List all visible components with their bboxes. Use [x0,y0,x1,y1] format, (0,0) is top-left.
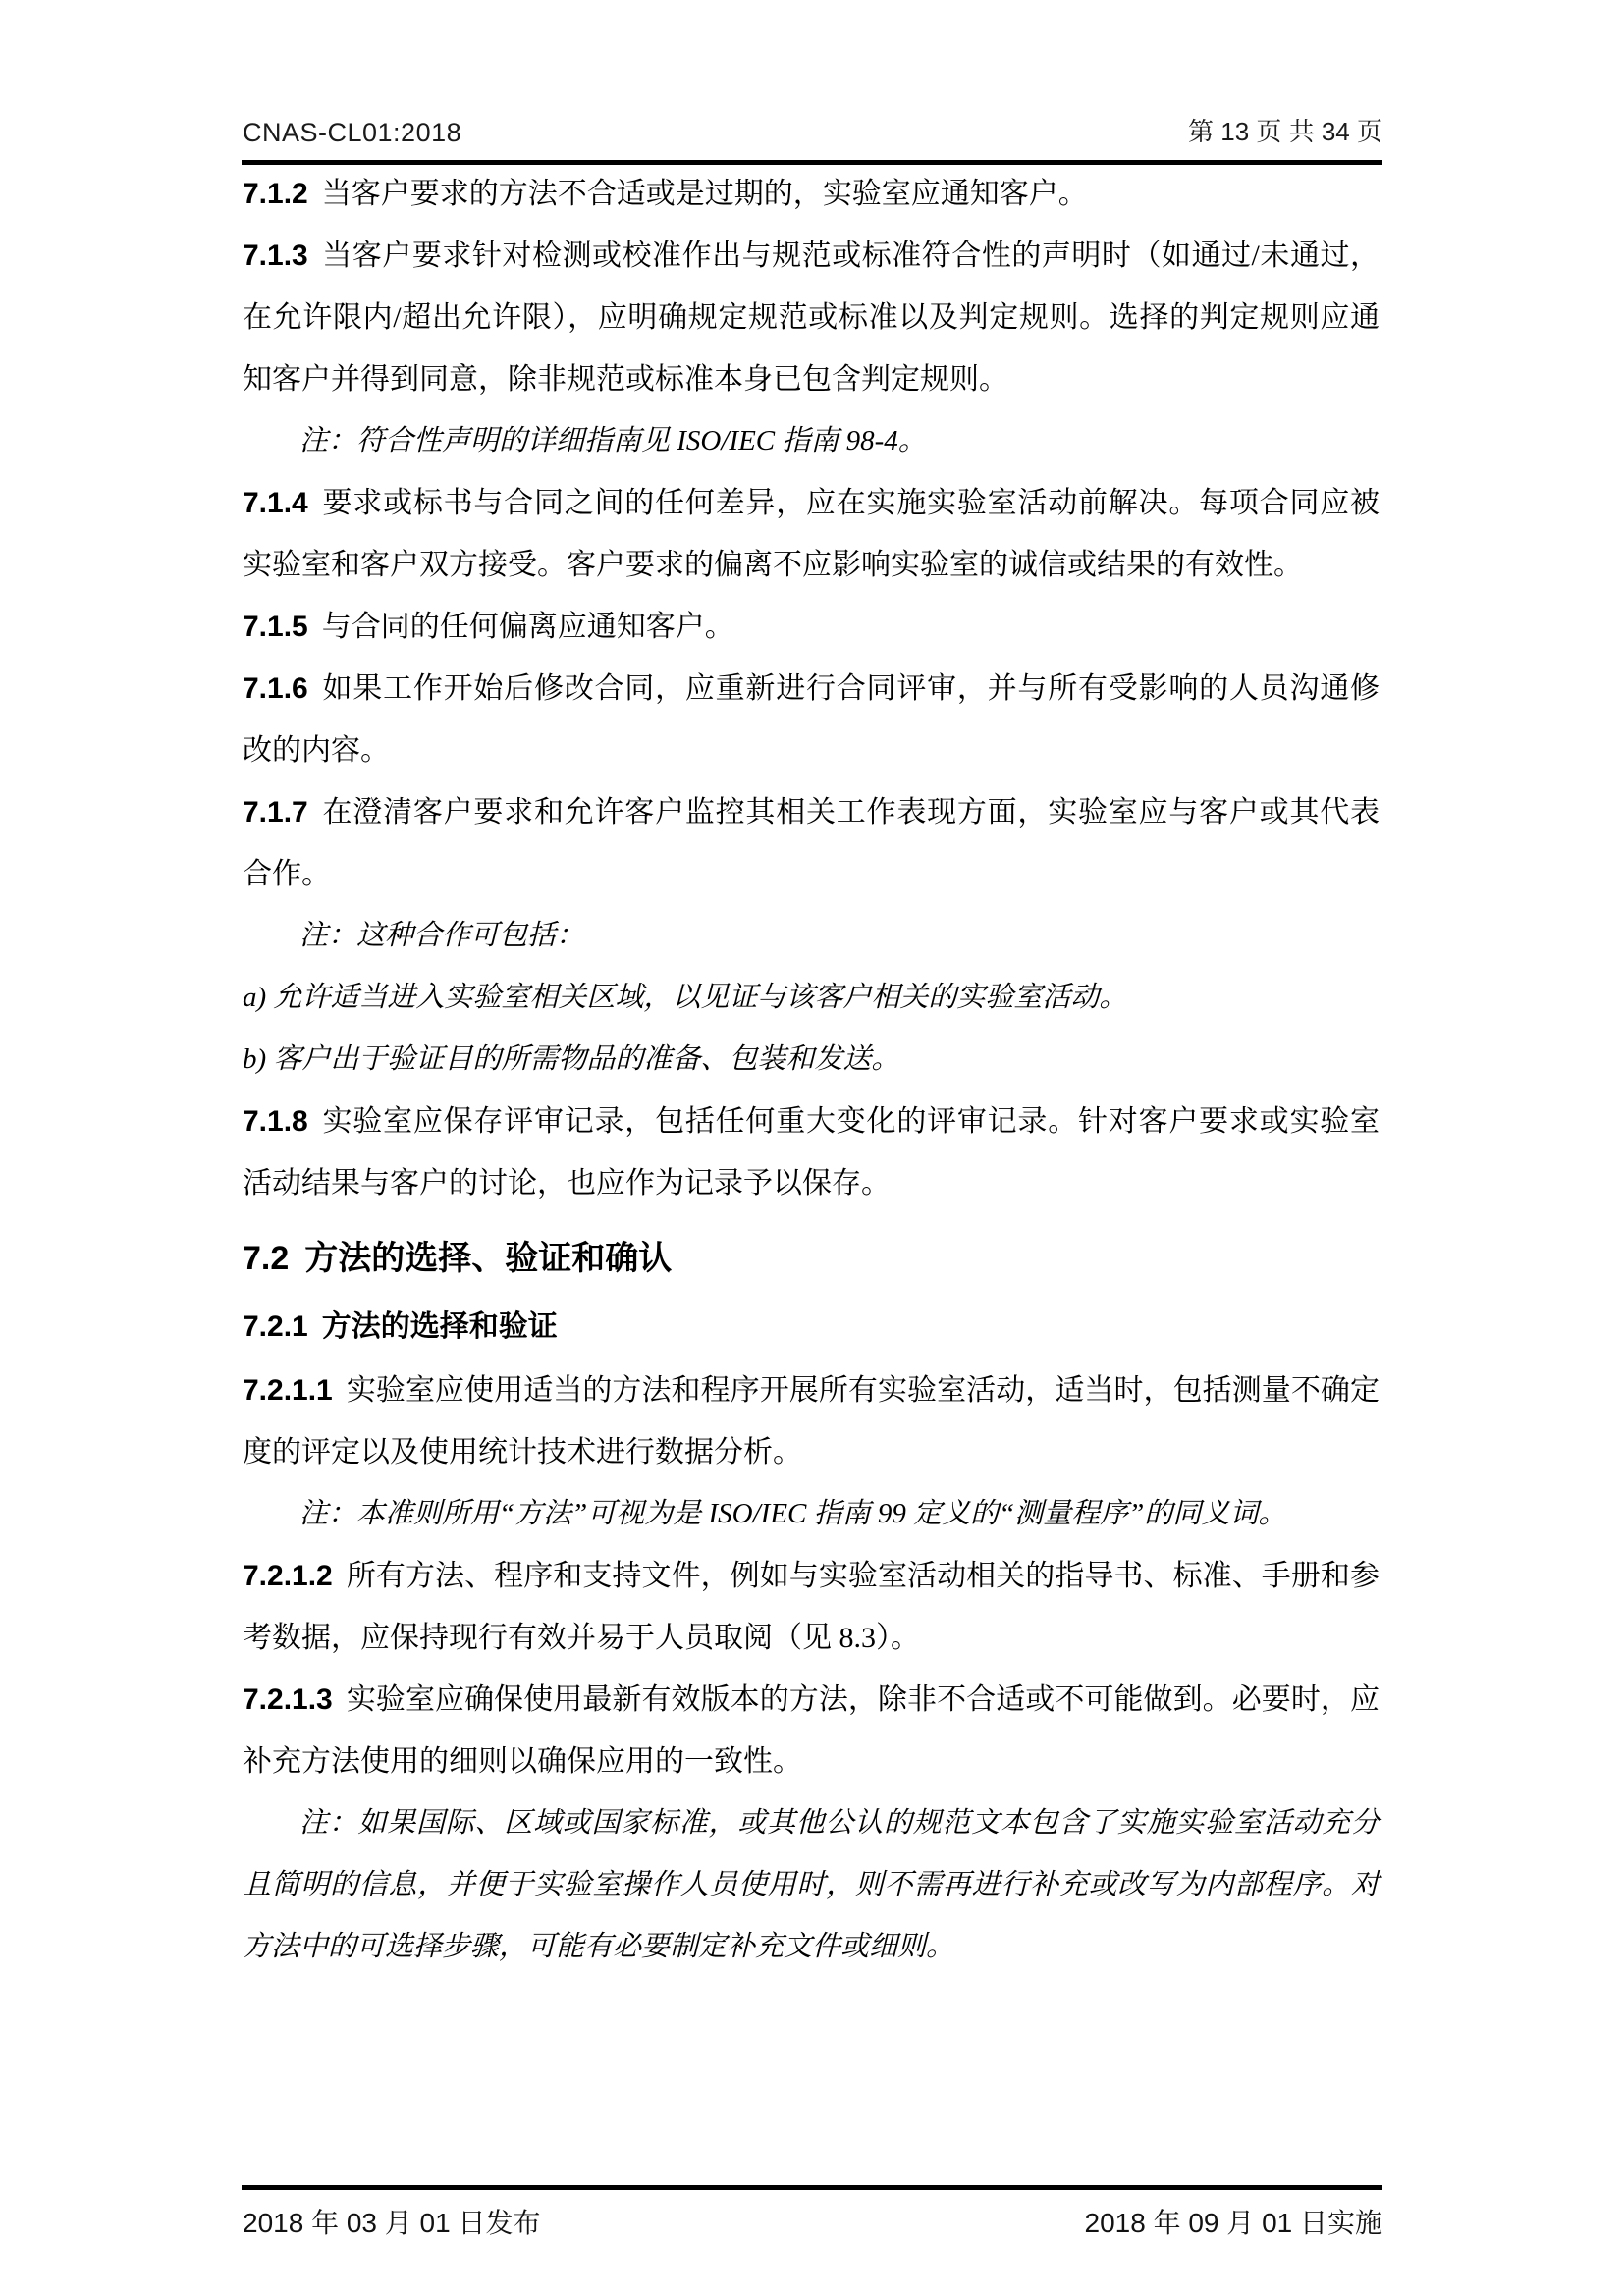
clause-7-1-6 [243,658,1380,781]
note-7-1-3: 注：符合性声明的详细指南见 ISO/IEC 指南 98-4。 [299,425,927,456]
document-code: CNAS-CL01:2018 [243,118,462,147]
clause-number: 7.2.1.1 [243,1374,333,1407]
section-heading-7-2-1 [243,1296,1380,1358]
clause-text: 在澄清客户要求和允许客户监控其相关工作表现方面，实验室应与客户或其代表合作。 [243,796,1380,890]
clause-number: 7.1.5 [243,611,308,643]
heading-number: 7.2 [243,1240,290,1277]
note-list-item-a: a) 允许适当进入实验室相关区域，以见证与该客户相关的实验室活动。 [243,982,1128,1013]
clause-7-2-1-2 [243,1545,1380,1669]
clause-number: 7.1.4 [243,487,308,519]
document-body [243,163,1380,1978]
note-7-2-1-1: 注：本准则所用“方法”可视为是 ISO/IEC 指南 99 定义的“测量程序”的同义词。 [299,1498,1287,1529]
release-date: 2018 年 03 月 01 日发布 [243,2208,541,2238]
implementation-date: 2018 年 09 月 01 日实施 [1084,2208,1382,2238]
clause-7-1-8 [243,1091,1380,1214]
clause-7-2-1-1 [243,1360,1380,1483]
page-number-indicator: 第 13 页 共 34 页 [1188,117,1382,146]
clause-text: 当客户要求针对检测或校准作出与规范或标准符合性的声明时（如通过/未通过，在允许限内/超出允许限），应明确规定规范或标准以及判定规则。选择的判定规则应通知客户并得到同意，除非规范或标准本身已包含判定规则。 [243,240,1380,396]
clause-number: 7.2.1.3 [243,1683,333,1716]
heading-number: 7.2.1 [243,1310,308,1343]
note-list-item-b: b) 客户出于验证目的所需物品的准备、包装和发送。 [243,1043,900,1075]
clause-text: 实验室应使用适当的方法和程序开展所有实验室活动，适当时，包括测量不确定度的评定以及使用统计技术进行数据分析。 [243,1374,1380,1468]
clause-number: 7.1.2 [243,178,308,210]
note-7-1-7: 注：这种合作可包括： [299,920,585,951]
footer-rule [242,2185,1382,2190]
clause-number: 7.1.7 [243,796,308,828]
page-footer [243,2202,1382,2241]
clause-number: 7.1.3 [243,240,308,272]
clause-7-1-2 [243,163,1380,225]
clause-text: 如果工作开始后修改合同，应重新进行合同评审，并与所有受影响的人员沟通修改的内容。 [243,672,1380,767]
clause-text: 实验室应保存评审记录，包括任何重大变化的评审记录。针对客户要求或实验室活动结果与客户的讨论，也应作为记录予以保存。 [243,1105,1380,1200]
heading-text: 方法的选择和验证 [321,1310,558,1343]
clause-text: 所有方法、程序和支持文件，例如与实验室活动相关的指导书、标准、手册和参考数据，应保持现行有效并易于人员取阅（见 8.3）。 [243,1560,1380,1654]
clause-number: 7.1.8 [243,1105,308,1138]
clause-7-2-1-3 [243,1669,1380,1792]
clause-text: 与合同的任何偏离应通知客户。 [321,611,734,643]
heading-text: 方法的选择、验证和确认 [304,1240,673,1277]
clause-number: 7.1.6 [243,672,308,705]
clause-7-1-3 [243,225,1380,410]
clause-text: 实验室应确保使用最新有效版本的方法，除非不合适或不可能做到。必要时，应补充方法使用的细则以确保应用的一致性。 [243,1683,1380,1778]
clause-number: 7.2.1.2 [243,1560,333,1592]
note-7-2-1-3: 注：如果国际、区域或国家标准，或其他公认的规范文本包含了实施实验室活动充分且简明的信息，并便于实验室操作人员使用时，则不需再进行补充或改写为内部程序。对方法中的可选择步骤，可能有必要制定补充文件或细则。 [243,1807,1380,1962]
clause-7-1-5 [243,596,1380,658]
page-header [243,112,1382,148]
clause-7-1-4 [243,472,1380,596]
clause-7-1-7 [243,781,1380,905]
clause-text: 当客户要求的方法不合适或是过期的，实验室应通知客户。 [321,178,1088,210]
clause-text: 要求或标书与合同之间的任何差异，应在实施实验室活动前解决。每项合同应被实验室和客户双方接受。客户要求的偏离不应影响实验室的诚信或结果的有效性。 [243,487,1380,581]
section-heading-7-2 [243,1228,1380,1290]
